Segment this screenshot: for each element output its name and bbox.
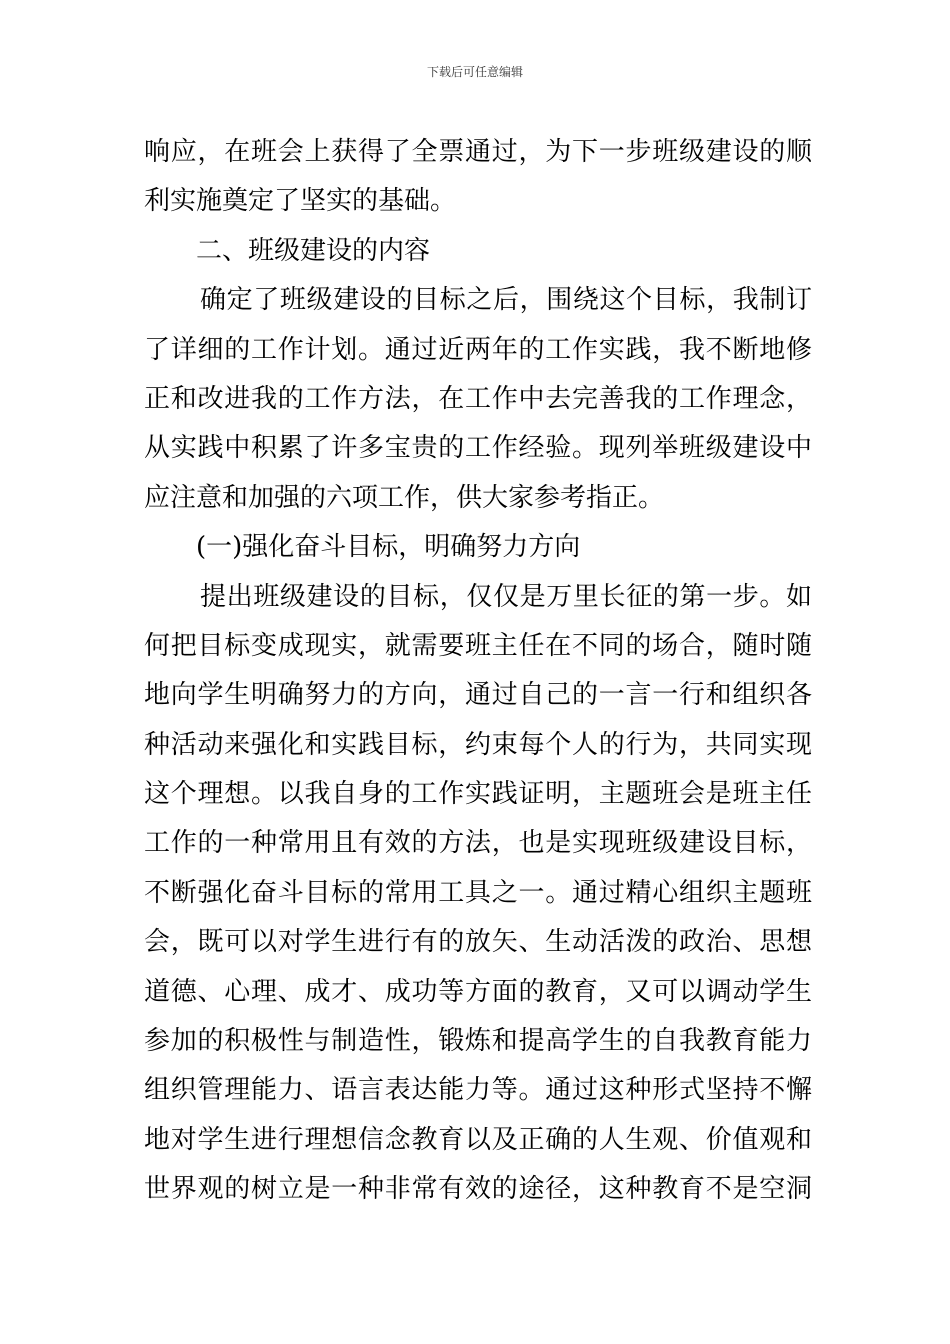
text-line: 正和改进我的工作方法，在工作中去完善我的工作理念， (144, 383, 812, 414)
text-line: 地向学生明确努力的方向，通过自己的一言一行和组织各 (144, 680, 812, 711)
text-line: 工作的一种常用且有效的方法，也是实现班级建设目标， (144, 828, 812, 859)
text-line: 组织管理能力、语言表达能力等。通过这种形式坚持不懈 (144, 1075, 812, 1106)
text-line: 会，既可以对学生进行有的放矢、生动活泼的政治、思想 (144, 927, 812, 958)
text-line: 提出班级建设的目标，仅仅是万里长征的第一步。如 (200, 581, 812, 612)
section-heading: 二、班级建设的内容 (196, 235, 431, 266)
text-line: 不断强化奋斗目标的常用工具之一。通过精心组织主题班 (144, 877, 812, 908)
text-line: 利实施奠定了坚实的基础。 (144, 186, 457, 217)
text-line: 从实践中积累了许多宝贵的工作经验。现列举班级建设中 (144, 433, 812, 464)
body-text (144, 128, 812, 1215)
text-line: 了详细的工作计划。通过近两年的工作实践，我不断地修 (144, 334, 812, 365)
text-line: 参加的积极性与制造性，锻炼和提高学生的自我教育能力 (144, 1026, 812, 1057)
text-line: 世界观的树立是一种非常有效的途径，这种教育不是空洞 (144, 1174, 812, 1205)
subsection-heading: (一)强化奋斗目标，明确努力方向 (196, 532, 581, 563)
text-line: 响应，在班会上获得了全票通过，为下一步班级建设的顺 (144, 137, 812, 167)
text-line: 这个理想。以我自身的工作实践证明，主题班会是班主任 (144, 779, 812, 810)
text-line: 何把目标变成现实，就需要班主任在不同的场合，随时随 (144, 630, 812, 661)
text-line: 种活动来强化和实践目标，约束每个人的行为，共同实现 (144, 729, 812, 760)
text-line: 道德、心理、成才、成功等方面的教育，又可以调动学生 (144, 976, 812, 1007)
text-line: 确定了班级建设的目标之后，围绕这个目标，我制订 (200, 285, 812, 316)
header-note: 下载后可任意编辑 (426, 65, 523, 79)
text-line: 地对学生进行理想信念教育以及正确的人生观、价值观和 (144, 1124, 812, 1155)
text-line: 应注意和加强的六项工作，供大家参考指正。 (144, 482, 665, 513)
